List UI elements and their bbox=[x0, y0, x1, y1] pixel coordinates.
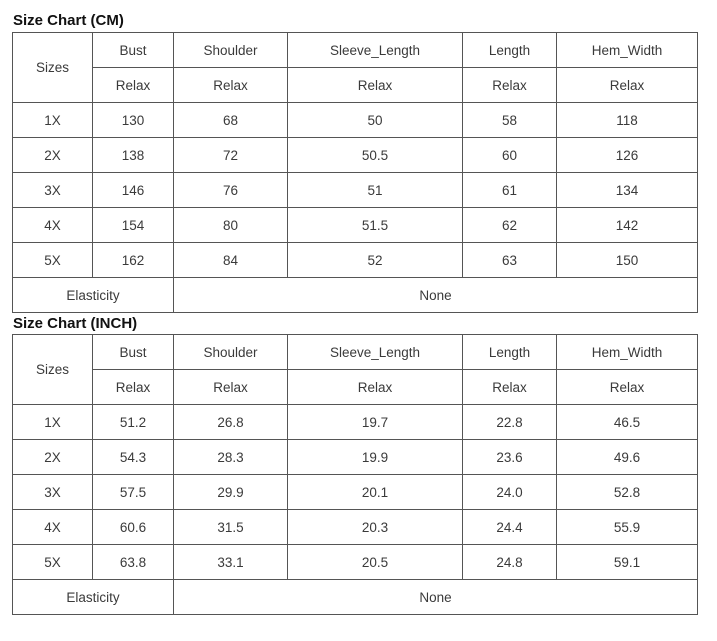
measurement-cell: 130 bbox=[93, 103, 174, 138]
table-row bbox=[13, 138, 698, 173]
measurement-cell: 60 bbox=[463, 138, 557, 173]
measurement-cell: 134 bbox=[557, 173, 698, 208]
measurement-cell: 162 bbox=[93, 243, 174, 278]
measurement-cell: 23.6 bbox=[463, 440, 557, 475]
measurement-cell: 150 bbox=[557, 243, 698, 278]
measurement-cell: 20.1 bbox=[288, 475, 463, 510]
measurement-cell: 76 bbox=[174, 173, 288, 208]
table-row bbox=[13, 475, 698, 510]
elasticity-row bbox=[13, 580, 698, 615]
sizes-header: Sizes bbox=[13, 335, 93, 405]
relax-subheader: Relax bbox=[93, 68, 174, 103]
measurement-cell: 52.8 bbox=[557, 475, 698, 510]
measurement-cell: 26.8 bbox=[174, 405, 288, 440]
elasticity-row bbox=[13, 278, 698, 313]
table-row bbox=[13, 173, 698, 208]
measurement-cell: 62 bbox=[463, 208, 557, 243]
measurement-cell: 28.3 bbox=[174, 440, 288, 475]
measurement-cell: 63 bbox=[463, 243, 557, 278]
relax-subheader: Relax bbox=[288, 68, 463, 103]
measurement-cell: 46.5 bbox=[557, 405, 698, 440]
size-label-cell: 2X bbox=[13, 138, 93, 173]
column-header: Shoulder bbox=[174, 33, 288, 68]
measurement-cell: 51.2 bbox=[93, 405, 174, 440]
table-row bbox=[13, 103, 698, 138]
size-chart-cm-title: Size Chart (CM) bbox=[13, 12, 124, 29]
measurement-cell: 138 bbox=[93, 138, 174, 173]
column-header: Length bbox=[463, 33, 557, 68]
measurement-cell: 63.8 bbox=[93, 545, 174, 580]
column-header: Bust bbox=[93, 33, 174, 68]
size-label-cell: 4X bbox=[13, 510, 93, 545]
measurement-cell: 59.1 bbox=[557, 545, 698, 580]
measurement-cell: 126 bbox=[557, 138, 698, 173]
measurement-cell: 61 bbox=[463, 173, 557, 208]
measurement-cell: 51 bbox=[288, 173, 463, 208]
elasticity-label: Elasticity bbox=[13, 278, 174, 313]
column-header: Bust bbox=[93, 335, 174, 370]
measurement-cell: 50.5 bbox=[288, 138, 463, 173]
column-header: Shoulder bbox=[174, 335, 288, 370]
relax-subheader: Relax bbox=[174, 68, 288, 103]
size-chart-cm-table bbox=[12, 32, 698, 313]
subheader-row bbox=[13, 68, 698, 103]
measurement-cell: 29.9 bbox=[174, 475, 288, 510]
measurement-cell: 19.7 bbox=[288, 405, 463, 440]
measurement-cell: 24.0 bbox=[463, 475, 557, 510]
measurement-cell: 118 bbox=[557, 103, 698, 138]
size-label-cell: 1X bbox=[13, 103, 93, 138]
measurement-cell: 31.5 bbox=[174, 510, 288, 545]
measurement-cell: 154 bbox=[93, 208, 174, 243]
measurement-cell: 58 bbox=[463, 103, 557, 138]
measurement-cell: 19.9 bbox=[288, 440, 463, 475]
sizes-header: Sizes bbox=[13, 33, 93, 103]
table-row bbox=[13, 440, 698, 475]
table-row bbox=[13, 208, 698, 243]
table-row bbox=[13, 510, 698, 545]
column-header: Length bbox=[463, 335, 557, 370]
measurement-cell: 57.5 bbox=[93, 475, 174, 510]
size-chart-inch-title: Size Chart (INCH) bbox=[13, 315, 138, 332]
measurement-cell: 52 bbox=[288, 243, 463, 278]
measurement-cell: 33.1 bbox=[174, 545, 288, 580]
column-header: Sleeve_Length bbox=[288, 33, 463, 68]
measurement-cell: 50 bbox=[288, 103, 463, 138]
measurement-cell: 49.6 bbox=[557, 440, 698, 475]
size-label-cell: 5X bbox=[13, 243, 93, 278]
relax-subheader: Relax bbox=[557, 370, 698, 405]
measurement-cell: 142 bbox=[557, 208, 698, 243]
size-label-cell: 3X bbox=[13, 475, 93, 510]
size-chart-inch-table bbox=[12, 334, 698, 615]
measurement-cell: 60.6 bbox=[93, 510, 174, 545]
size-label-cell: 3X bbox=[13, 173, 93, 208]
measurement-cell: 24.4 bbox=[463, 510, 557, 545]
measurement-cell: 51.5 bbox=[288, 208, 463, 243]
column-header: Sleeve_Length bbox=[288, 335, 463, 370]
relax-subheader: Relax bbox=[174, 370, 288, 405]
header-row bbox=[13, 33, 698, 68]
measurement-cell: 55.9 bbox=[557, 510, 698, 545]
subheader-row bbox=[13, 370, 698, 405]
size-label-cell: 2X bbox=[13, 440, 93, 475]
measurement-cell: 80 bbox=[174, 208, 288, 243]
size-label-cell: 1X bbox=[13, 405, 93, 440]
size-label-cell: 4X bbox=[13, 208, 93, 243]
relax-subheader: Relax bbox=[557, 68, 698, 103]
measurement-cell: 24.8 bbox=[463, 545, 557, 580]
measurement-cell: 72 bbox=[174, 138, 288, 173]
measurement-cell: 20.3 bbox=[288, 510, 463, 545]
relax-subheader: Relax bbox=[463, 370, 557, 405]
header-row bbox=[13, 335, 698, 370]
measurement-cell: 146 bbox=[93, 173, 174, 208]
relax-subheader: Relax bbox=[288, 370, 463, 405]
relax-subheader: Relax bbox=[463, 68, 557, 103]
measurement-cell: 22.8 bbox=[463, 405, 557, 440]
column-header: Hem_Width bbox=[557, 335, 698, 370]
relax-subheader: Relax bbox=[93, 370, 174, 405]
elasticity-value: None bbox=[174, 580, 698, 615]
elasticity-value: None bbox=[174, 278, 698, 313]
table-row bbox=[13, 545, 698, 580]
table-row bbox=[13, 405, 698, 440]
measurement-cell: 68 bbox=[174, 103, 288, 138]
measurement-cell: 84 bbox=[174, 243, 288, 278]
size-label-cell: 5X bbox=[13, 545, 93, 580]
table-row bbox=[13, 243, 698, 278]
measurement-cell: 54.3 bbox=[93, 440, 174, 475]
column-header: Hem_Width bbox=[557, 33, 698, 68]
measurement-cell: 20.5 bbox=[288, 545, 463, 580]
elasticity-label: Elasticity bbox=[13, 580, 174, 615]
